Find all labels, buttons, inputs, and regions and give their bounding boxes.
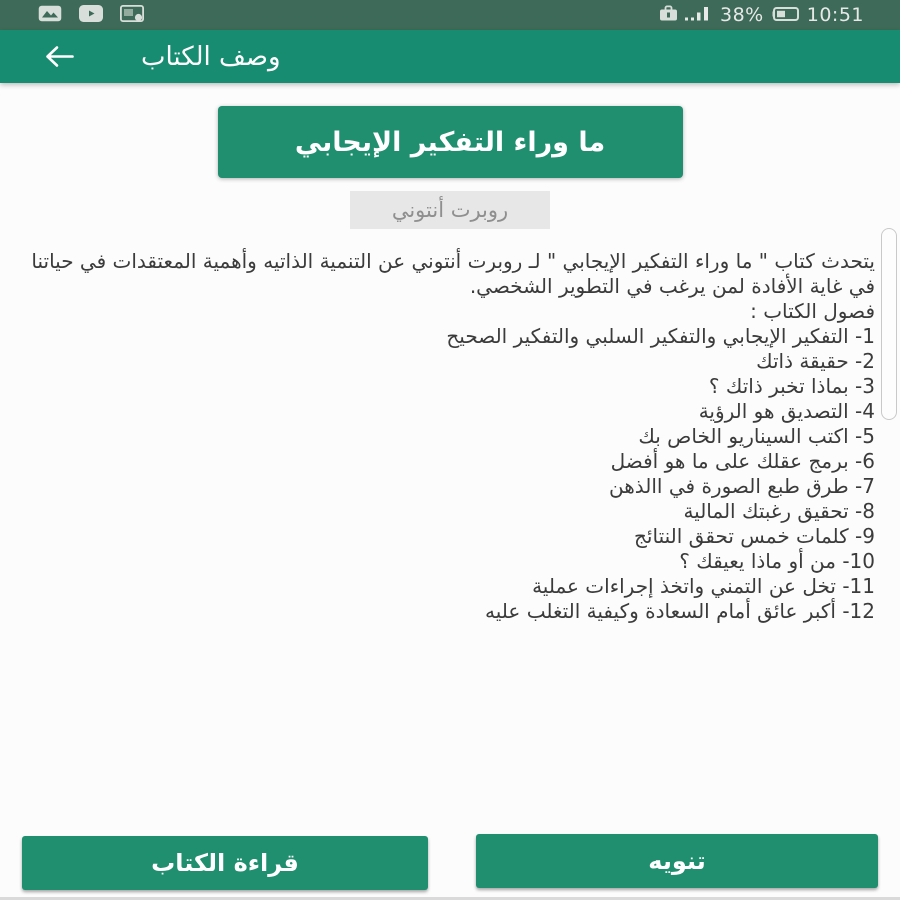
chapter-item: 6- برمج عقلك على ما هو أفضل bbox=[610, 449, 875, 473]
chapter-item: 2- حقيقة ذاتك bbox=[756, 349, 875, 373]
battery-icon bbox=[772, 4, 799, 26]
chapter-item: 3- بماذا تخبر ذاتك ؟ bbox=[708, 374, 875, 398]
battery-percent: 38% bbox=[720, 4, 764, 26]
chapter-item: 8- تحقيق رغبتك المالية bbox=[683, 499, 875, 523]
chapter-item: 4- التصديق هو الرؤية bbox=[698, 399, 875, 423]
author-name: روبرت أنتوني bbox=[391, 198, 509, 222]
screenshot-icon bbox=[120, 5, 144, 26]
status-bar bbox=[0, 0, 900, 30]
chapter-item: 1- التفكير الإيجابي والتفكير السلبي والتفكير الصحيح bbox=[446, 324, 875, 348]
notification-icons bbox=[38, 5, 144, 26]
gallery-icon bbox=[38, 5, 62, 26]
chapter-item: 12- أكبر عائق أمام السعادة وكيفية التغلب عليه bbox=[485, 599, 875, 623]
chapter-item: 11- تخل عن التمني واتخذ إجراءات عملية bbox=[532, 574, 875, 598]
scrollbar-thumb[interactable] bbox=[881, 228, 897, 420]
status-indicators bbox=[660, 4, 864, 26]
book-title-card bbox=[218, 106, 683, 178]
back-arrow-icon[interactable] bbox=[44, 45, 75, 68]
book-title: ما وراء التفكير الإيجابي bbox=[294, 126, 606, 158]
app-bar bbox=[0, 30, 900, 83]
book-description-block bbox=[0, 249, 900, 624]
chapter-item: 7- طرق طبع الصورة في االذهن bbox=[609, 474, 875, 498]
page-title: وصف الكتاب bbox=[141, 41, 281, 72]
chapter-item: 5- اكتب السيناريو الخاص بك bbox=[638, 424, 875, 448]
chapters-list bbox=[25, 324, 875, 624]
clock-time: 10:51 bbox=[806, 4, 864, 26]
signal-strength-icon bbox=[685, 4, 712, 26]
chapter-item: 10- من أو ماذا يعيقك ؟ bbox=[679, 549, 875, 573]
battery-saver-icon bbox=[660, 4, 677, 26]
author-chip bbox=[350, 191, 550, 229]
chapters-heading: فصول الكتاب : bbox=[750, 299, 875, 323]
youtube-icon bbox=[79, 5, 103, 26]
read-book-button[interactable]: قراءة الكتاب bbox=[22, 836, 428, 890]
notice-button[interactable]: تنويه bbox=[476, 834, 878, 888]
book-description: يتحدث كتاب " ما وراء التفكير الإيجابي " لـ روبرت أنتوني عن التنمية الذاتيه وأهمية المعتقدات في حياتنا في غاية الأفادة لمن يرغب في التطوير الشخصي. bbox=[31, 249, 875, 298]
chapter-item: 9- كلمات خمس تحقق النتائج bbox=[634, 524, 875, 548]
